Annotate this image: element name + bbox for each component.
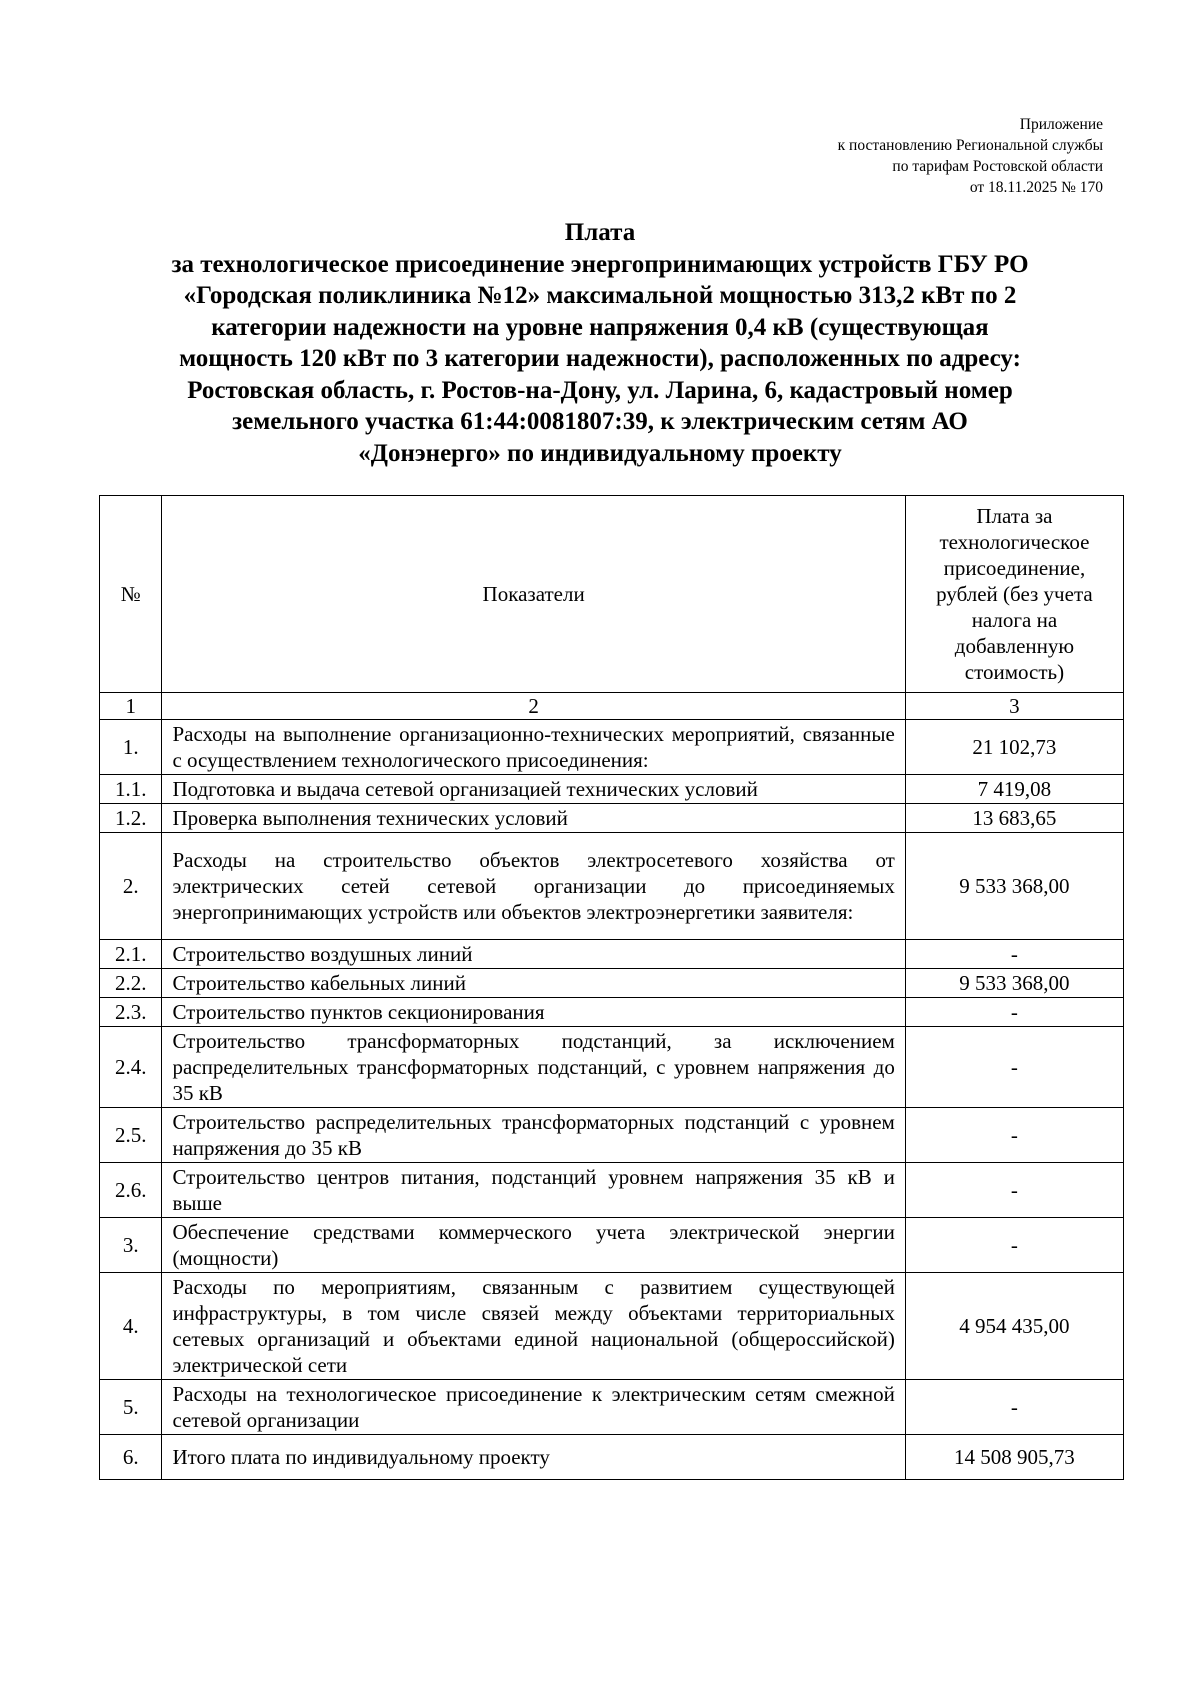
appendix-note <box>838 114 1103 198</box>
row-name: Строительство центров питания, подстанций уровнем напряжения 35 кВ и выше <box>162 1163 905 1218</box>
row-number: 2.5. <box>100 1108 162 1163</box>
table-row <box>100 1218 1124 1273</box>
row-name: Расходы на строительство объектов электросетевого хозяйства от электрических сетей сетевой организации до присоединяемых энергопринимающих устройств или объектов электроэнергетики заявителя: <box>162 833 905 940</box>
row-value: 14 508 905,73 <box>905 1435 1123 1480</box>
table-header-row <box>100 496 1124 693</box>
row-number: 2.6. <box>100 1163 162 1218</box>
fee-table <box>99 495 1124 1480</box>
table-row <box>100 804 1124 833</box>
row-number: 2.3. <box>100 998 162 1027</box>
table-row <box>100 720 1124 775</box>
title-line: «Донэнерго» по индивидуальному проекту <box>358 439 842 467</box>
column-number: 2 <box>162 693 905 720</box>
title-line: земельного участка 61:44:0081807:39, к электрическим сетям АО <box>232 408 968 435</box>
row-name: Строительство пунктов секционирования <box>162 998 905 1027</box>
row-value: 9 533 368,00 <box>905 969 1123 998</box>
header-fee: Плата за технологическое присоединение, рублей (без учета налога на добавленную стоимость) <box>905 496 1123 693</box>
table-row-total <box>100 1435 1124 1480</box>
row-name: Итого плата по индивидуальному проекту <box>162 1435 905 1480</box>
title-line: мощность 120 кВт по 3 категории надежности), расположенных по адресу: <box>179 345 1021 372</box>
table-row <box>100 1027 1124 1108</box>
title-line: Плата <box>564 219 636 246</box>
column-number: 1 <box>100 693 162 720</box>
table-row <box>100 1108 1124 1163</box>
row-name: Расходы по мероприятиям, связанным с развитием существующей инфраструктуры, в том числе связей между объектами территориальных сетевых организаций и объектами единой национальной (общероссийской) электрической сети <box>162 1273 905 1380</box>
row-value: - <box>905 940 1123 969</box>
row-name: Расходы на технологическое присоединение к электрическим сетям смежной сетевой организации <box>162 1380 905 1435</box>
row-value: - <box>905 1218 1123 1273</box>
row-number: 5. <box>100 1380 162 1435</box>
table-row <box>100 940 1124 969</box>
row-number: 1. <box>100 720 162 775</box>
row-value: - <box>905 1163 1123 1218</box>
table-row <box>100 775 1124 804</box>
row-value: 4 954 435,00 <box>905 1273 1123 1380</box>
title-line: «Городская поликлиника №12» максимальной мощностью 313,2 кВт по 2 <box>183 282 1017 309</box>
row-name: Строительство распределительных трансформаторных подстанций с уровнем напряжения до 35 кВ <box>162 1108 905 1163</box>
row-name: Подготовка и выдача сетевой организацией технических условий <box>162 775 905 804</box>
row-name: Обеспечение средствами коммерческого учета электрической энергии (мощности) <box>162 1218 905 1273</box>
row-value: 7 419,08 <box>905 775 1123 804</box>
appendix-line: Приложение <box>1019 116 1103 133</box>
row-number: 2.1. <box>100 940 162 969</box>
table-row <box>100 1163 1124 1218</box>
title-line: Ростовская область, г. Ростов-на-Дону, ул. Ларина, 6, кадастровый номер <box>187 376 1013 404</box>
row-value: 9 533 368,00 <box>905 833 1123 940</box>
row-number: 4. <box>100 1273 162 1380</box>
column-number: 3 <box>905 693 1123 720</box>
table-row <box>100 1273 1124 1380</box>
row-number: 2.2. <box>100 969 162 998</box>
row-number: 3. <box>100 1218 162 1273</box>
row-value: - <box>905 1380 1123 1435</box>
row-number: 2.4. <box>100 1027 162 1108</box>
appendix-date: от 18.11.2025 № 170 <box>969 179 1103 196</box>
row-name: Строительство трансформаторных подстанций, за исключением распределительных трансформаторных подстанций, с уровнем напряжения до 35 кВ <box>162 1027 905 1108</box>
appendix-line: по тарифам Ростовской области <box>892 158 1103 175</box>
row-number: 1.1. <box>100 775 162 804</box>
row-value: 13 683,65 <box>905 804 1123 833</box>
appendix-line: к постановлению Региональной службы <box>837 137 1103 154</box>
row-value: 21 102,73 <box>905 720 1123 775</box>
row-number: 1.2. <box>100 804 162 833</box>
table-row <box>100 1380 1124 1435</box>
table-row <box>100 998 1124 1027</box>
header-no: № <box>100 496 162 693</box>
table-row <box>100 969 1124 998</box>
title-line: за технологическое присоединение энергопринимающих устройств ГБУ РО <box>171 250 1029 278</box>
header-name: Показатели <box>162 496 905 693</box>
row-name: Расходы на выполнение организационно-технических мероприятий, связанные с осуществлением технологического присоединения: <box>162 720 905 775</box>
row-value: - <box>905 998 1123 1027</box>
row-number: 6. <box>100 1435 162 1480</box>
document-title <box>100 217 1100 469</box>
row-name: Проверка выполнения технических условий <box>162 804 905 833</box>
row-value: - <box>905 1108 1123 1163</box>
row-value: - <box>905 1027 1123 1108</box>
row-name: Строительство кабельных линий <box>162 969 905 998</box>
row-name: Строительство воздушных линий <box>162 940 905 969</box>
row-number: 2. <box>100 833 162 940</box>
table-row <box>100 833 1124 940</box>
column-number-row <box>100 693 1124 720</box>
title-line: категории надежности на уровне напряжения 0,4 кВ (существующая <box>211 313 989 341</box>
